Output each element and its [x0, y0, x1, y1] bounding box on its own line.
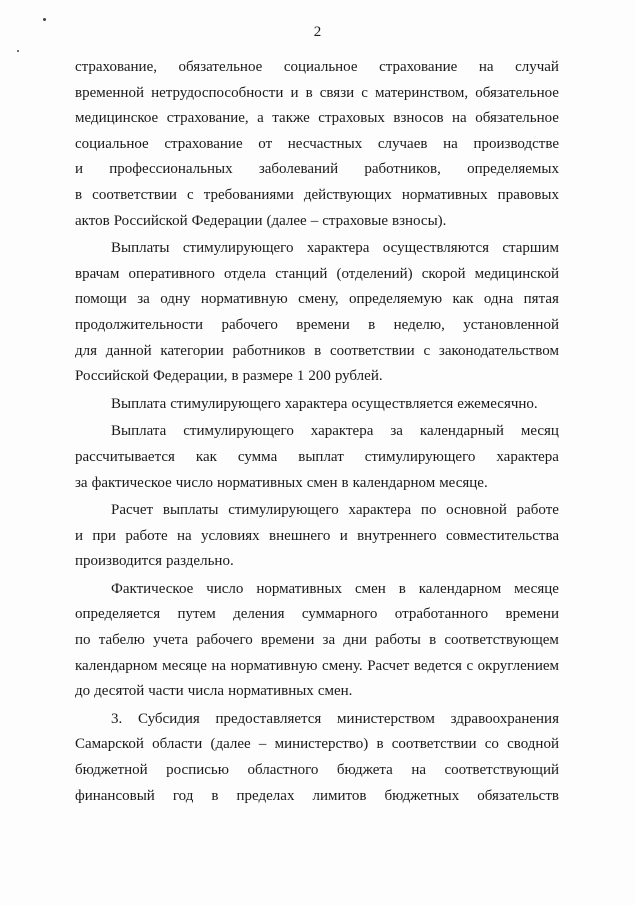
- text-line: бюджетной росписью областного бюджета на соответствующий: [75, 762, 559, 779]
- text-line: помощи за одну нормативную смену, определяемую как одна пятая: [75, 291, 559, 308]
- text-line: Выплата стимулирующего характера за календарный месяц: [111, 423, 559, 440]
- text-line: 3. Субсидия предоставляется министерством здравоохранения: [111, 710, 559, 727]
- text-line: финансовый год в пределах лимитов бюджетных обязательств: [75, 787, 559, 804]
- scan-speck: [17, 50, 19, 52]
- text-line: Российской Федерации, в размере 1 200 рублей.: [75, 368, 383, 385]
- text-line: и при работе на условиях внешнего и внутреннего совместительства: [75, 527, 559, 544]
- text-line: для данной категории работников в соответствии с законодательством: [75, 342, 559, 359]
- text-line: медицинское страхование, а также страховых взносов на обязательное: [75, 110, 559, 127]
- text-line: Самарской области (далее – министерство) в соответствии со сводной: [75, 736, 559, 753]
- text-line: актов Российской Федерации (далее – страховые взносы).: [75, 212, 447, 229]
- text-line: определяется путем деления суммарного отработанного времени: [75, 606, 559, 623]
- text-line: продолжительности рабочего времени в неделю, установленной: [75, 316, 559, 333]
- text-line: до десятой части числа нормативных смен.: [75, 683, 353, 700]
- text-line: в соответствии с требованиями действующих нормативных правовых: [75, 186, 559, 203]
- text-line: производится раздельно.: [75, 553, 234, 570]
- text-line: Фактическое число нормативных смен в календарном месяце: [111, 580, 559, 597]
- text-line: Расчет выплаты стимулирующего характера по основной работе: [111, 502, 559, 519]
- text-line: Выплаты стимулирующего характера осуществляются старшим: [111, 240, 559, 257]
- text-line: врачам оперативного отдела станций (отделений) скорой медицинской: [75, 265, 559, 282]
- scan-speck: [43, 18, 46, 21]
- text-line: календарном месяце на нормативную смену. Расчет ведется с округлением: [75, 657, 559, 674]
- document-body: [75, 55, 559, 809]
- text-line: и профессиональных заболеваний работников, определяемых: [75, 161, 559, 178]
- text-line: за фактическое число нормативных смен в календарном месяце.: [75, 474, 488, 491]
- text-line: социальное страхование от несчастных случаев на производстве: [75, 135, 559, 152]
- text-line: Выплата стимулирующего характера осуществляется ежемесячно.: [111, 395, 538, 412]
- page-number: 2: [313, 24, 322, 40]
- text-line: страхование, обязательное социальное страхование на случай: [75, 59, 559, 75]
- text-line: рассчитывается как сумма выплат стимулирующего характера: [75, 448, 559, 465]
- text-line: временной нетрудоспособности и в связи с материнством, обязательное: [75, 84, 559, 101]
- text-line: по табелю учета рабочего времени за дни работы в соответствующем: [75, 632, 559, 649]
